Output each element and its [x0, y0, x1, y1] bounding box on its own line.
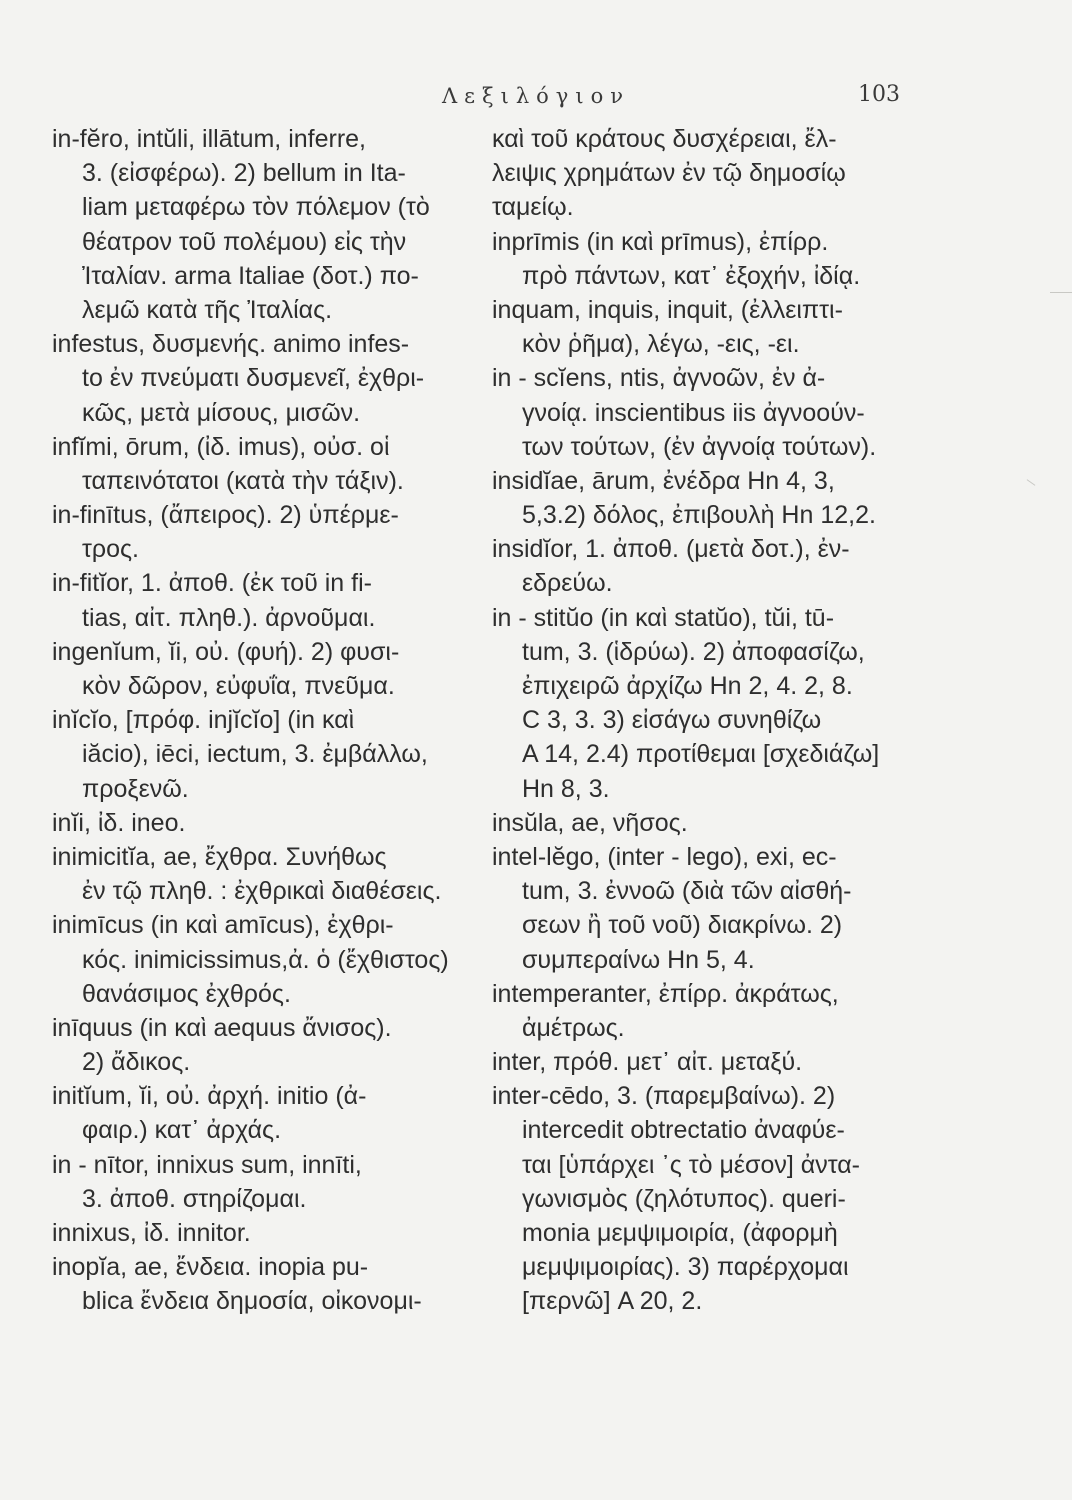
running-head: Λεξιλόγιον: [442, 84, 630, 108]
text-line: φαιρ.) κατ᾽ ἀρχάς.: [82, 1116, 282, 1145]
text-line: in - nītor, innixus sum, innīti,: [52, 1150, 362, 1179]
text-line: γωνισμὸς (ζηλότυπος). queri-: [522, 1184, 846, 1213]
text-line: κὸν ῥῆμα), λέγω, -εις, -ει.: [522, 330, 800, 359]
text-line: blica ἔνδεια δημοσία, οἰκονομι-: [82, 1287, 422, 1316]
text-line: inimicitĭa, ae, ἔχθρα. Συνήθως: [52, 842, 387, 871]
text-line: ἀμέτρως.: [522, 1013, 625, 1042]
text-line: innixus, ἰδ. innitor.: [52, 1219, 251, 1247]
page-header: [0, 82, 1072, 118]
text-line: initĭum, ĭi, οὐ. ἀρχή. initio (ἀ-: [52, 1082, 367, 1111]
text-line: inimīcus (in καὶ amīcus), ἐχθρι-: [52, 911, 394, 940]
text-line: monia μεμψιμοιρία, (ἀφορμὴ: [522, 1219, 838, 1247]
right-column: [492, 122, 904, 1319]
text-line: 3. ἀποθ. στηρίζομαι.: [82, 1184, 307, 1213]
text-line: A 14, 2.4) προτίθεμαι [σχεδιάζω]: [522, 740, 880, 769]
text-line: θέατρον τοῦ πολέμου) εἰς τὴν: [82, 227, 407, 256]
text-line: infestus, δυσμενής. animo infes-: [52, 330, 410, 359]
text-line: ingenĭum, ĭi, οὐ. (φυή). 2) φυσι-: [52, 637, 400, 666]
text-line: λειψις χρημάτων ἐν τῷ δημοσίῳ: [492, 159, 846, 188]
text-line: κῶς, μετὰ μίσους, μισῶν.: [82, 398, 361, 427]
text-line: 5,3.2) δόλος, ἐπιβουλὴ Hn 12,2.: [522, 501, 876, 530]
text-line: κός. inimicissimus,ἀ. ὁ (ἔχθιστος): [82, 945, 449, 974]
text-line: Ἰταλίαν. arma Italiae (δοτ.) πο-: [82, 261, 419, 290]
text-line: ἐπιχειρῶ ἀρχίζω Hn 2, 4. 2, 8.: [522, 672, 853, 700]
text-line: inĭi, ἰδ. ineo.: [52, 808, 186, 837]
text-line: to ἐν πνεύματι δυσμενεῖ, ἐχθρι-: [82, 364, 425, 393]
text-line: θανάσιμος ἐχθρός.: [82, 979, 291, 1008]
text-line: καὶ τοῦ κράτους δυσχέρειαι, ἔλ-: [492, 125, 837, 153]
text-line: intel-lĕgo, (inter - lego), exi, ec-: [492, 842, 837, 871]
text-line: ται [ὑπάρχει ᾽ς τὸ μέσον] ἀντα-: [522, 1150, 861, 1179]
text-line: in-fitĭor, 1. ἀποθ. (ἐκ τοῦ in fi-: [52, 569, 372, 598]
text-line: insidĭor, 1. ἀποθ. (μετὰ δοτ.), ἐν-: [492, 535, 850, 564]
text-line: tum, 3. (ἱδρύω). 2) ἀποφασίζω,: [522, 637, 865, 666]
text-line: συμπεραίνω Hn 5, 4.: [522, 945, 755, 974]
margin-mark: [1050, 292, 1072, 293]
text-line: inter-cēdo, 3. (παρεμβαίνω). 2): [492, 1082, 836, 1111]
text-line: insŭla, ae, νῆσος.: [492, 808, 688, 837]
text-line: in-finītus, (ἄπειρος). 2) ὑπέρμε-: [52, 501, 399, 530]
text-line: tias, αἰτ. πληθ.). ἀρνοῦμαι.: [82, 603, 376, 632]
text-line: in - stitŭo (in καὶ statŭo), tŭi, tū-: [492, 603, 835, 632]
text-line: εδρεύω.: [522, 569, 613, 598]
text-line: inter, πρόθ. μετ᾽ αἰτ. μεταξύ.: [492, 1048, 803, 1077]
text-line: in - scĭens, ntis, ἀγνοῶν, ἐν ἀ-: [492, 364, 826, 393]
text-line: intemperanter, ἐπίρρ. ἀκράτως,: [492, 979, 839, 1008]
text-line: in-fĕro, intŭli, illātum, inferre,: [52, 125, 367, 153]
page-number: 103: [858, 82, 900, 107]
margin-mark: [1027, 479, 1036, 486]
text-line: tum, 3. ἐννοῶ (διὰ τῶν αἰσθή-: [522, 877, 852, 906]
text-line: liam μεταφέρω τὸν πόλεμον (τὸ: [82, 193, 430, 222]
text-line: λεμῶ κατὰ τῆς Ἰταλίας.: [82, 295, 333, 324]
text-line: 3. (εἰσφέρω). 2) bellum in Ita-: [82, 159, 406, 188]
text-line: insidĭae, ārum, ἐνέδρα Hn 4, 3,: [492, 466, 835, 495]
text-line: ἐν τῷ πληθ. : ἐχθρικαὶ διαθέσεις.: [82, 877, 442, 906]
text-line: inprīmis (in καὶ prīmus), ἐπίρρ.: [492, 227, 829, 256]
text-line: inĭcĭo, [πρόφ. injĭcĭo] (in καὶ: [52, 706, 355, 735]
text-line: iăcio), iēci, iectum, 3. ἐμβάλλω,: [82, 740, 428, 769]
text-line: γνοίᾳ. inscientibus iis ἀγνοούν-: [522, 398, 865, 427]
left-column: [52, 122, 462, 1319]
text-line: 2) ἄδικος.: [82, 1048, 191, 1077]
text-line: intercedit obtrectatio ἀναφύε-: [522, 1116, 845, 1145]
text-line: τρος.: [82, 535, 139, 564]
text-line: μεμψιμοιρίας). 3) παρέρχομαι: [522, 1253, 849, 1282]
text-line: inquam, inquis, inquit, (ἐλλειπτι-: [492, 295, 843, 324]
text-line: Hn 8, 3.: [522, 774, 610, 803]
text-line: infĭmi, ōrum, (ἰδ. imus), οὐσ. οἱ: [52, 432, 390, 461]
text-line: ταμείῳ.: [492, 193, 574, 222]
text-line: προξενῶ.: [82, 774, 189, 803]
text-line: κὸν δῶρον, εὐφυΐα, πνεῦμα.: [82, 672, 395, 700]
text-line: των τούτων, (ἐν ἀγνοίᾳ τούτων).: [522, 432, 877, 461]
text-line: ταπεινότατοι (κατὰ τὴν τάξιν).: [82, 466, 404, 495]
text-line: inopĭa, ae, ἔνδεια. inopia pu-: [52, 1253, 369, 1282]
text-line: inīquus (in καὶ aequus ἄνισος).: [52, 1013, 392, 1042]
text-line: σεων ἢ τοῦ νοῦ) διακρίνω. 2): [522, 911, 843, 940]
text-line: [περνῶ] A 20, 2.: [522, 1287, 703, 1316]
text-line: πρὸ πάντων, κατ᾽ ἐξοχήν, ἰδίᾳ.: [522, 261, 861, 290]
text-line: C 3, 3. 3) εἰσάγω συνηθίζω: [522, 706, 822, 735]
